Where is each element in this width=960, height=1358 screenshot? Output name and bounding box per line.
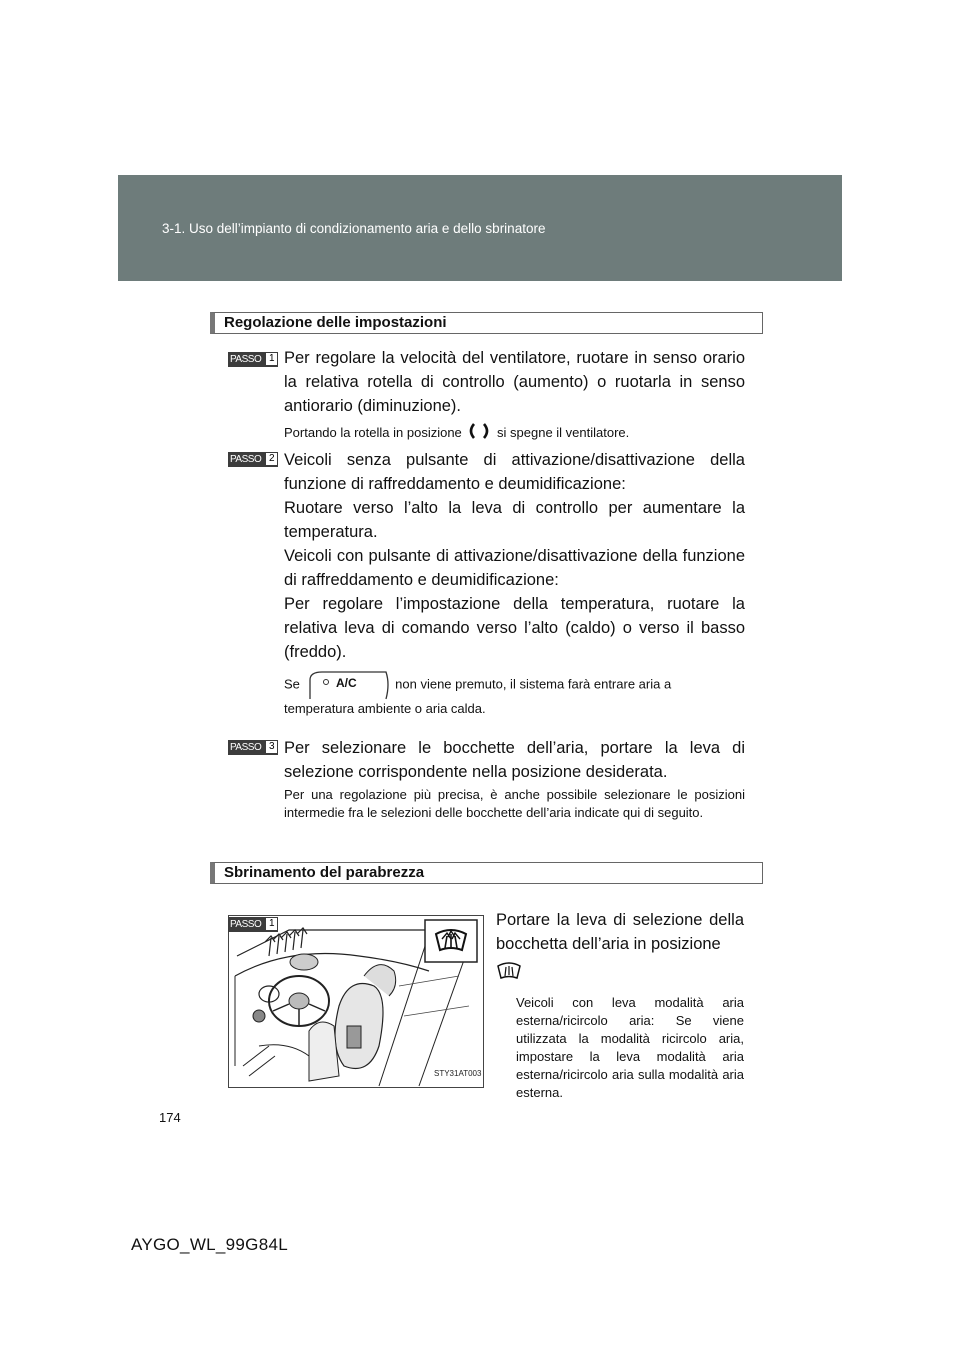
step-badge-2 [228, 452, 278, 467]
fan-off-icon [465, 422, 493, 445]
step-2-text-b: Ruotare verso l’alto la leva di controllo per aumentare la temperatura. [284, 499, 745, 541]
step-badge-label: PASSO [230, 919, 262, 930]
chapter-header-band [118, 175, 842, 281]
step-2-note-part-c: temperatura ambiente o aria calda. [284, 701, 486, 716]
defrost-step-1-note: Veicoli con leva modalità aria esterna/ricircolo aria: Se viene utilizzata la modalità ricircolo aria, impostare la leva modalità aria esterna/ricircolo aria sulla modalità aria esterna. [516, 995, 744, 1100]
step-badge-defrost-1 [228, 917, 278, 932]
step-badge-number: 2 [266, 453, 277, 465]
defrost-step-1-text [496, 908, 744, 987]
step-badge-label: PASSO [230, 354, 262, 365]
step-1-note-part-a: Portando la rotella in posizione [284, 424, 462, 440]
step-2-note-part-b: non viene premuto, il sistema farà entrare aria a [395, 676, 672, 692]
step-badge-number: 3 [266, 741, 277, 753]
step-badge-1 [228, 352, 278, 367]
step-3-text: Per selezionare le bocchette dell’aria, portare la leva di selezione corrispondente nella posizione desiderata. [284, 739, 745, 781]
step-badge-3 [228, 740, 278, 755]
step-2-text-a: Veicoli senza pulsante di attivazione/disattivazione della funzione di raffreddamento e deumidificazione: [284, 451, 745, 493]
section-title-defrost: Sbrinamento del parabrezza [210, 862, 763, 884]
step-2-note [284, 670, 745, 718]
step-2-note-part-a: Se [284, 676, 300, 692]
page-number: 174 [159, 1110, 181, 1125]
document-code: AYGO_WL_99G84L [131, 1235, 288, 1254]
defrost-position-icon [496, 960, 744, 987]
step-1-note-part-b: si spegne il ventilatore. [497, 424, 630, 440]
illustration-code: STY31AT003 [434, 1069, 482, 1078]
step-1-text: Per regolare la velocità del ventilatore, ruotare in senso orario la relativa rotella di controllo (aumento) o ruotarla in senso antiorario (diminuzione). [284, 349, 745, 415]
breadcrumb: 3-1. Uso dell’impianto di condizionamento aria e dello sbrinatore [162, 221, 546, 236]
ac-button-illustration [304, 670, 392, 700]
step-badge-number: 1 [266, 353, 277, 365]
step-3-note: Per una regolazione più precisa, è anche possibile selezionare le posizioni intermedie fra le selezioni delle bocchette dell’aria indicate qui di seguito. [284, 787, 745, 820]
dashboard-illustration [228, 915, 484, 1088]
step-1-note [284, 422, 745, 445]
step-2-text-c: Veicoli con pulsante di attivazione/disattivazione della funzione di raffreddamento e deumidificazione: [284, 547, 745, 589]
step-badge-label: PASSO [230, 742, 262, 753]
ac-button-label: A/C [335, 676, 357, 690]
step-badge-label: PASSO [230, 454, 262, 465]
section-title-settings: Regolazione delle impostazioni [210, 312, 763, 334]
defrost-step-1-text-body: Portare la leva di selezione della bocchetta dell’aria in posizione [496, 911, 744, 953]
step-2-text-d: Per regolare l’impostazione della temperatura, ruotare la relativa leva di comando verso l’alto (caldo) o verso il basso (freddo). [284, 595, 745, 661]
step-badge-number: 1 [266, 918, 277, 930]
